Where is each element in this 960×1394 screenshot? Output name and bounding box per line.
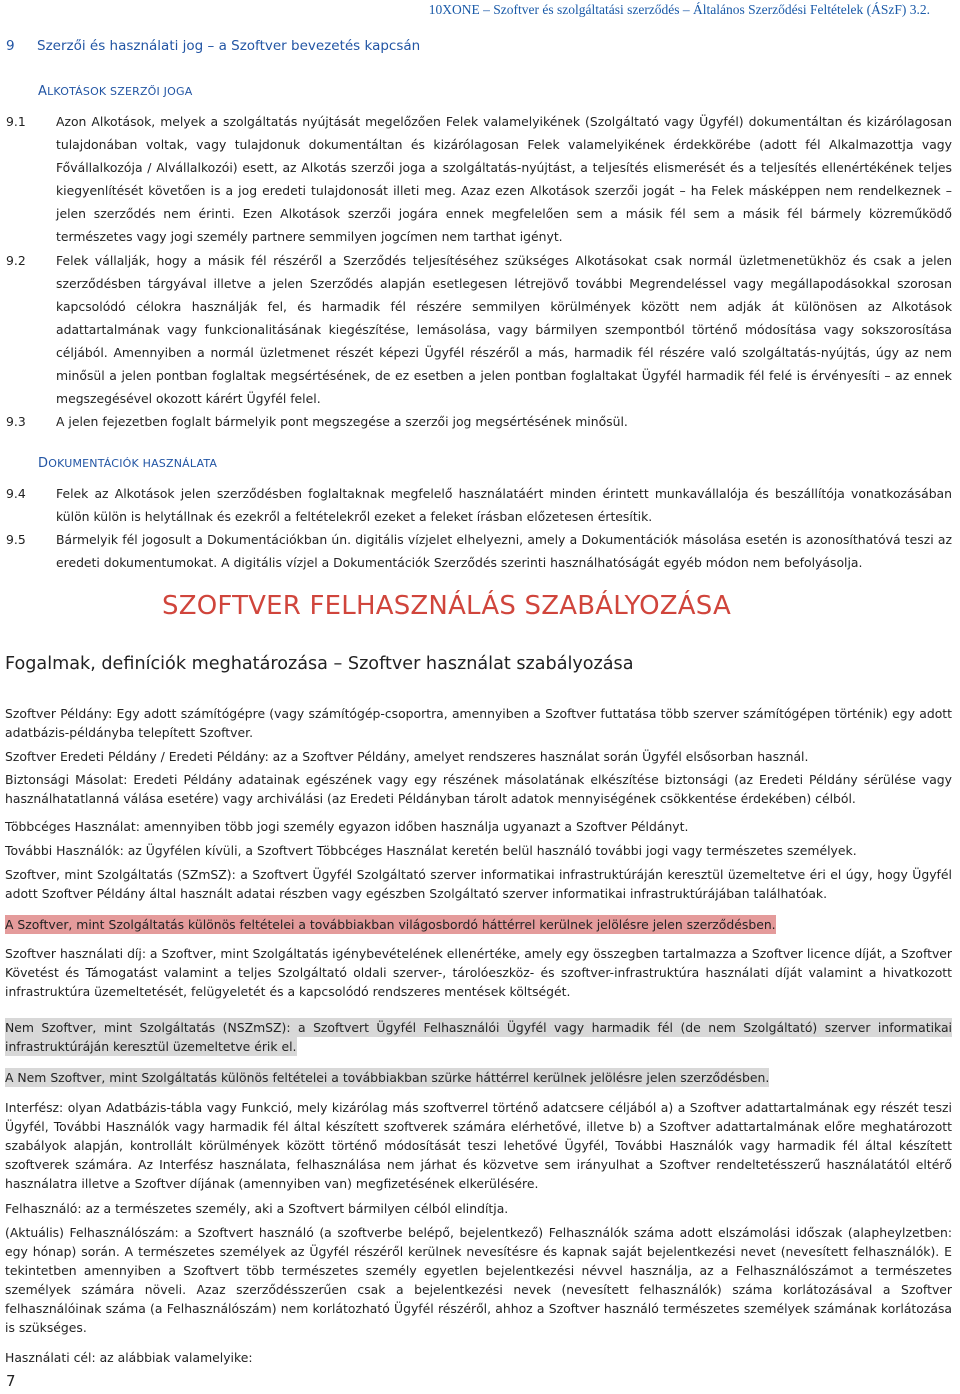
clause-number: 9.1 (6, 114, 26, 129)
clause-number: 9.2 (6, 253, 26, 268)
section-heading (6, 38, 420, 54)
clause-text: Felek az Alkotások jelen szerződésben foglaltaknak megfelelő használatáért minden érintett munkavállalója és beszállítója vonatkozásában külön külön is helytállnak és ezekről a feltételekről ezeket a feleket írásban előzetesen értesítik. (56, 486, 952, 524)
definition-interfesz: Interfész: olyan Adatbázis-tábla vagy Funkció, mely kizárólag más szoftverrel történő adatcsere céljából a) a Szoftver adattartalmának egy részét teszi Ügyfél, További Használók vagy harmadik fél által készített szoftverek számára elérhetővé, illetve b) a Szoftver adattartalmának előre meghatározott szabályok alapján, kontrollált körülmények között történő módosítását teszi lehetővé Ügyfél, További Használók vagy harmadik fél által készített szoftverek számára. Az Interfész használata, felhasználása nem járhat és közvetve sem irányulhat a Szoftver rendeltetésszerű használatától eltérő használatra illetve a Szoftver díjának (amennyiben van) megfizetésének elkerülésére. (5, 1100, 952, 1191)
clause-text: Azon Alkotások, melyek a szolgáltatás nyújtását megelőzően Felek valamelyikének (Szolgáltató vagy Ügyfél) dokumentáltan és kizárólagosan tulajdonában voltak, vagy tulajdonuk dokumentáltan és kizárólagosan Felek valamelyikének érdekkörébe (adott fél Alkalmazottja vagy Fővállalkozója / Alvállalkozói) esett, az Alkotás szerzői joga a szolgáltatás-nyújtást, a teljesítés elismerését és a teljesítés ellenértékének teljes kiegyenlítését követően is a jog eredeti tulajdonosát illeti meg. Azaz ezen Alkotások szerzői jogát – ha Felek másképpen nem rendelkeznek – jelen szerződés nem érinti. Ezen Alkotások szerzői jogára ennek megfelelően sem a másik fél sem a másik fél bármely közreműködő természetes vagy jogi személy partnere semmilyen jogcímen nem tarthat igényt. (56, 114, 952, 244)
definition-hasznalati-cel: Használati cél: az alábbiak valamelyike: (5, 1350, 253, 1365)
note-nszmsz-highlight (5, 1068, 952, 1087)
clause-text: Felek vállalják, hogy a másik fél részéről a Szerződés teljesítéséhez szükséges Alkotásokat csak normál üzletmenetükhöz és csak a jelen szerződésben tárgyával illetve a jelen Szerződés alapján esetlegesen létrejövő további Megrendeléssel vagy megállapodásokkal szorosan kapcsolódó célokra használják fel, és harmadik fél részére semmilyen körülmények között nem adják át különösen az Alkotások adattartalmának vagy funkcionalitásának kiegészítése, lemásolása, vagy bármilyen szempontból történő módosítása vagy sokszorosítása céljából. Amennyiben a normál üzletmenet részét képezi Ügyfél részéről a más, harmadik fél részére való szolgáltatás-nyújtás, úgy az nem minősül a jelen pontban foglaltak megsértésének, de ez esetben a jelen pontban foglaltakat Ügyfél harmadik fél felé is érvényesíti – az ennek megszegésével okozott kárért Ügyfél felel. (56, 253, 952, 406)
clause-text: Bármelyik fél jogosult a Dokumentációkban ún. digitális vízjelet elhelyezni, amely a Dokumentációk másolása esetén is azonosíthatóvá teszi az eredeti dokumentumokat. A digitális vízjel a Dokumentációk Szerződés szerinti használhatóságát egyéb módon nem befolyásolja. (56, 532, 952, 570)
clause-9-1 (6, 110, 952, 248)
section-title: Szerzői és használati jog – a Szoftver bevezetés kapcsán (37, 38, 421, 54)
definition-eredeti-peldany: Szoftver Eredeti Példány / Eredeti Példány: az a Szoftver Példány, amelyet rendszeres használat során Ügyfél elsősorban használ. (5, 749, 809, 764)
definition-nszmsz (5, 1018, 952, 1056)
clause-9-3 (6, 410, 952, 433)
clause-9-4 (6, 482, 952, 528)
section-number: 9 (6, 38, 15, 54)
definition-biztonsagi-masolat: Biztonsági Másolat: Eredeti Példány adatainak egészének vagy egy részének másolatának elkészítése biztonsági (az Eredeti Példány sérülése vagy használhatatlanná válása esetére) vagy archiválási (az Eredeti Példányban tárolt adatok mennyiségének csökkentése érdekében) célból. (5, 772, 952, 806)
main-title: SZOFTVER FELHASZNÁLÁS SZABÁLYOZÁSA (162, 591, 731, 621)
page-number: 7 (6, 1372, 16, 1390)
running-header: 10XONE – Szoftver és szolgáltatási szerződés – Általános Szerződési Feltételek (ÁSzF) 3.2. (428, 2, 930, 17)
subheading-dokumentaciok: DOKUMENTÁCIÓK HASZNÁLATA (38, 456, 218, 471)
clause-number: 9.4 (6, 486, 26, 501)
highlight-grey: Nem Szoftver, mint Szolgáltatás (NSZmSZ): a Szoftvert Ügyfél Felhasználói Ügyfél vagy harmadik fél (de nem Szolgáltató) szerver informatikai infrastruktúráján keresztül üzemeltetve érik el. (5, 1020, 952, 1054)
subtitle: Fogalmak, definíciók meghatározása – Szoftver használat szabályozása (5, 654, 634, 674)
definition-tobbceges-hasznalat: Többcéges Használat: amennyiben több jogi személy egyazon időben használja ugyanazt a Szoftver Példányt. (5, 819, 689, 834)
definition-tovabbi-hasznalok: További Használók: az Ügyfélen kívüli, a Szoftvert Többcéges Használat keretén belül használó további jogi vagy természetes személyek. (5, 843, 857, 858)
clause-9-2 (6, 249, 952, 410)
definition-szoftver-peldany: Szoftver Példány: Egy adott számítógépre (vagy számítógép-csoportra, amennyiben a Szoftver futtatása több szerver számítógépen történik) egy adott adatbázis-példányba telepített Szoftver. (5, 706, 952, 740)
note-szmsz-highlight (5, 915, 952, 934)
clause-number: 9.5 (6, 532, 26, 547)
definition-szmsz: Szoftver, mint Szolgáltatás (SZmSZ): a Szoftvert Ügyfél Szolgáltató szerver informatikai infrastruktúráján keresztül üzemeltetve éri el úgy, hogy Ügyfél adott Szoftver Példány által használt adatai részben vagy egészben Szolgáltató szerver informatikai infrastruktúrájában találhatóak. (5, 867, 952, 901)
definition-felhasznaloszam: (Aktuális) Felhasználószám: a Szoftvert használó (a szoftverbe belépő, bejelentkező) Felhasználók száma adott elszámolási időszak (alapheylzetben: egy hónap) során. A természetes személyek az Ügyfél részéről kerülnek nevesítésre és kapnak saját bejelentkezési nevet (nevesített felhasználók). E tekintetben amennyiben a Szoftvert több természetes személy egyetlen bejelentkezési névvel használja, az a Felhasználószámot a természetes személyek számára növeli. Azaz szerződésszerűen csak a bejelentkezési nevek (nevesített felhasználók) száma korlátozásával a Szoftver felhasználóinak száma (a Felhasználószám) nem korlátozható Ügyfél részéről, ahhoz a Szoftver használó természetes személyek számának korlátozása is szükséges. (5, 1225, 952, 1335)
definition-szoftver-hasznalati-dij: Szoftver használati díj: a Szoftver, mint Szolgáltatás igénybevételének ellenértéke, amely egy összegben tartalmazza a Szoftver licence díját, a Szoftver Követést és Támogatást valamint a teljes Szolgáltató oldali szerver-, tárolóeszköz- és szoftver-infrastruktúra használati díját valamint a hivatkozott infrastruktúra üzemeltetését, felügyeletét és a kapcsolódó rendszeres mentések költségét. (5, 946, 953, 999)
highlight-grey: A Nem Szoftver, mint Szolgáltatás különös feltételei a továbbiakban szürke háttérrel kerülnek jelölésre jelen szerződésben. (5, 1070, 770, 1085)
clause-9-5 (6, 528, 952, 574)
highlight-red: A Szoftver, mint Szolgáltatás különös feltételei a továbbiakban világosbordó háttérrel kerülnek jelölésre jelen szerződésben. (5, 917, 776, 932)
clause-number: 9.3 (6, 414, 26, 429)
clause-text: A jelen fejezetben foglalt bármelyik pont megszegése a szerzői jog megsértésének minősül. (56, 414, 628, 429)
definition-felhasznalo: Felhasználó: az a természetes személy, aki a Szoftvert bármilyen célból elindítja. (5, 1201, 509, 1216)
subheading-alkotasok: ALKOTÁSOK SZERZŐI JOGA (38, 84, 193, 99)
